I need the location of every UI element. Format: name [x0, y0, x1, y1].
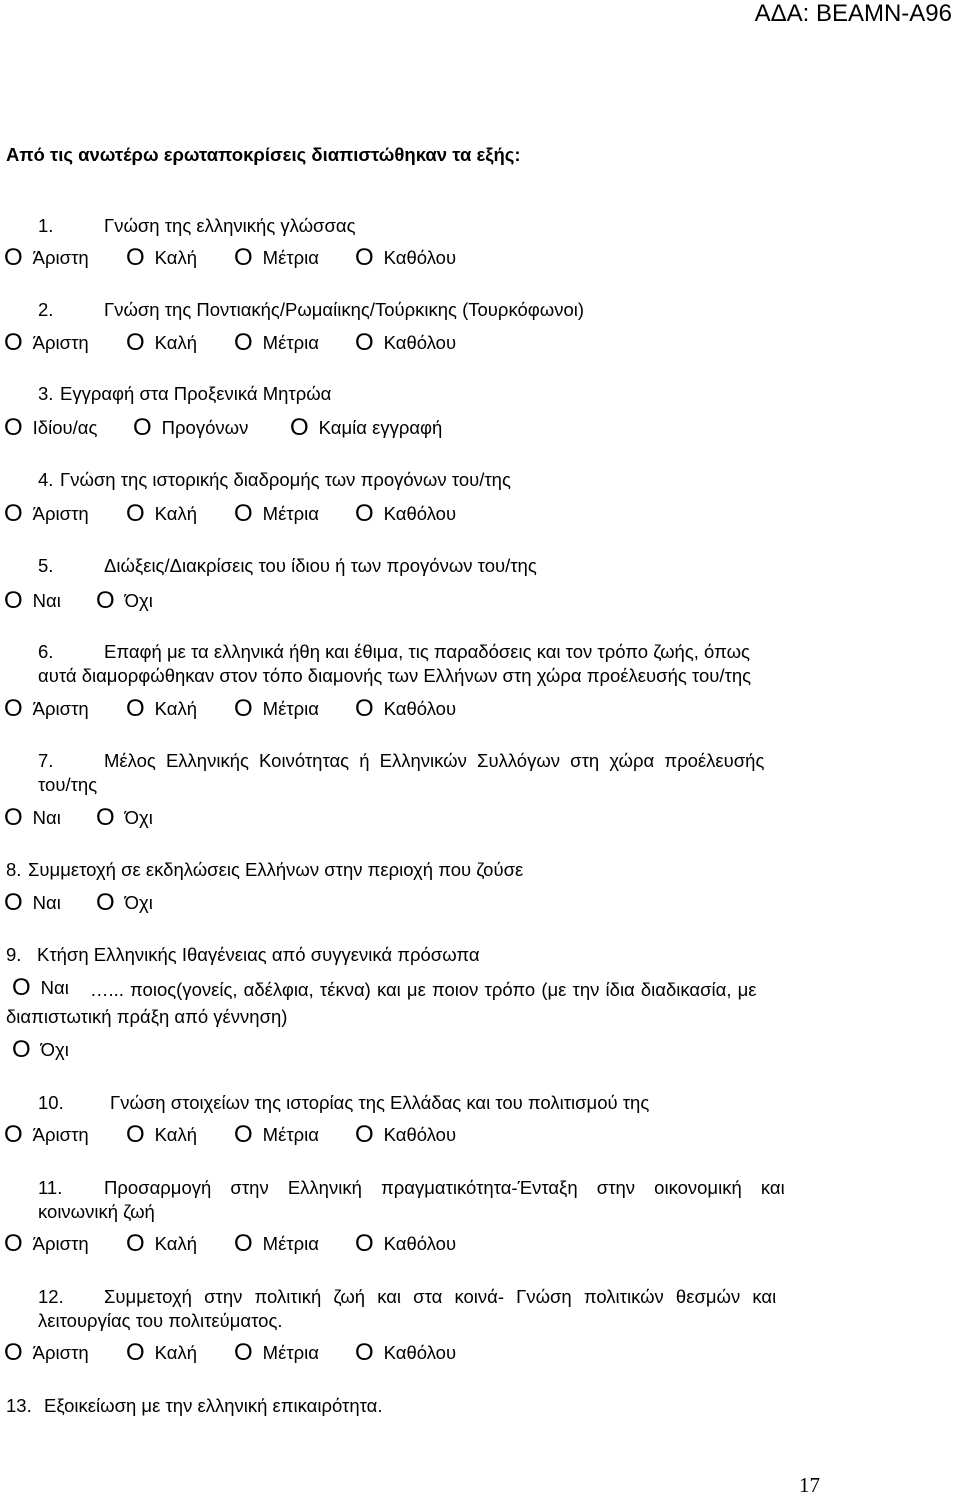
radio-circle-icon[interactable]: O	[126, 1230, 145, 1257]
option-none[interactable]: O Καθόλου	[355, 329, 457, 356]
option-no[interactable]: O Όχι	[96, 587, 153, 614]
option-excellent[interactable]: O Άριστη	[4, 695, 89, 722]
radio-circle-icon[interactable]: O	[4, 500, 23, 527]
option-self[interactable]: O Ιδίου/ας	[4, 414, 98, 441]
radio-circle-icon[interactable]: O	[355, 244, 374, 271]
question-9: 9. Κτήση Ελληνικής Ιθαγένειας από συγγενικά πρόσωπα	[6, 944, 480, 965]
radio-circle-icon[interactable]: O	[234, 695, 253, 722]
radio-circle-icon[interactable]: O	[4, 1339, 23, 1366]
option-no[interactable]: O Όχι	[96, 804, 153, 831]
option-none[interactable]: O Καθόλου	[355, 1339, 457, 1366]
question-5: 5. Διώξεις/Διακρίσεις του ίδιου ή των προγόνων του/της	[38, 555, 537, 576]
question-4: 4. Γνώση της ιστορικής διαδρομής των προγόνων του/της	[38, 469, 511, 490]
q9-yes-detail-line-2: διαπιστωτική πράξη από γέννηση)	[6, 1006, 288, 1027]
question-7-line-2: του/της	[38, 774, 98, 795]
option-yes[interactable]: O Ναι	[4, 889, 61, 916]
option-no-registration[interactable]: O Καμία εγγραφή	[290, 414, 443, 441]
option-moderate[interactable]: O Μέτρια	[234, 1121, 319, 1148]
option-moderate[interactable]: O Μέτρια	[234, 695, 319, 722]
radio-circle-icon[interactable]: O	[4, 329, 23, 356]
option-yes[interactable]: O Ναι	[4, 804, 61, 831]
question-10: 10. Γνώση στοιχείων της ιστορίας της Ελλάδας και του πολιτισμού της	[38, 1092, 650, 1113]
radio-circle-icon[interactable]: O	[4, 889, 23, 916]
question-7: 7. Μέλος Ελληνικής Κοινότητας ή Ελληνικών Συλλόγων στη χώρα προέλευσής	[38, 750, 765, 771]
radio-circle-icon[interactable]: O	[4, 414, 23, 441]
option-good[interactable]: O Καλή	[126, 1121, 198, 1148]
radio-circle-icon[interactable]: O	[12, 1036, 31, 1063]
question-6: 6. Επαφή με τα ελληνικά ήθη και έθιμα, τις παραδόσεις και τον τρόπο ζωής, όπως	[38, 641, 750, 662]
option-good[interactable]: O Καλή	[126, 695, 198, 722]
intro-heading: Από τις ανωτέρω ερωταποκρίσεις διαπιστώθηκαν τα εξής:	[6, 144, 521, 165]
radio-circle-icon[interactable]: O	[126, 244, 145, 271]
radio-circle-icon[interactable]: O	[126, 1339, 145, 1366]
radio-circle-icon[interactable]: O	[96, 804, 115, 831]
option-good[interactable]: O Καλή	[126, 329, 198, 356]
option-excellent[interactable]: O Άριστη	[4, 500, 89, 527]
option-ancestors[interactable]: O Προγόνων	[133, 414, 249, 441]
option-none[interactable]: O Καθόλου	[355, 244, 457, 271]
option-moderate[interactable]: O Μέτρια	[234, 1230, 319, 1257]
radio-circle-icon[interactable]: O	[234, 1339, 253, 1366]
radio-circle-icon[interactable]: O	[126, 500, 145, 527]
option-excellent[interactable]: O Άριστη	[4, 1230, 89, 1257]
radio-circle-icon[interactable]: O	[96, 889, 115, 916]
radio-circle-icon[interactable]: O	[355, 1230, 374, 1257]
option-excellent[interactable]: O Άριστη	[4, 1121, 89, 1148]
page-number: 17	[799, 1473, 820, 1497]
option-moderate[interactable]: O Μέτρια	[234, 500, 319, 527]
radio-circle-icon[interactable]: O	[4, 1121, 23, 1148]
question-11-line-2: κοινωνική ζωή	[38, 1201, 155, 1222]
option-good[interactable]: O Καλή	[126, 500, 198, 527]
option-none[interactable]: O Καθόλου	[355, 1121, 457, 1148]
radio-circle-icon[interactable]: O	[355, 1121, 374, 1148]
radio-circle-icon[interactable]: O	[12, 974, 31, 1001]
option-no[interactable]: O Όχι	[12, 1036, 69, 1063]
option-yes[interactable]: O Ναι	[12, 974, 69, 1001]
radio-circle-icon[interactable]: O	[126, 329, 145, 356]
option-excellent[interactable]: O Άριστη	[4, 244, 89, 271]
option-excellent[interactable]: O Άριστη	[4, 329, 89, 356]
ada-code: ΑΔΑ: ΒΕΑΜΝ-Α96	[754, 0, 952, 27]
question-12-line-2: λειτουργίας του πολιτεύματος.	[38, 1310, 283, 1331]
radio-circle-icon[interactable]: O	[96, 587, 115, 614]
question-1: 1. Γνώση της ελληνικής γλώσσας	[38, 215, 356, 236]
option-moderate[interactable]: O Μέτρια	[234, 329, 319, 356]
radio-circle-icon[interactable]: O	[4, 1230, 23, 1257]
radio-circle-icon[interactable]: O	[126, 695, 145, 722]
question-12: 12. Συμμετοχή στην πολιτική ζωή και στα κοινά- Γνώση πολιτικών θεσμών και	[38, 1286, 777, 1307]
radio-circle-icon[interactable]: O	[4, 244, 23, 271]
radio-circle-icon[interactable]: O	[355, 500, 374, 527]
question-6-line-2: αυτά διαμορφώθηκαν στον τόπο διαμονής των Ελλήνων στη χώρα προέλευσής του/της	[38, 665, 752, 686]
radio-circle-icon[interactable]: O	[234, 1230, 253, 1257]
option-excellent[interactable]: O Άριστη	[4, 1339, 89, 1366]
question-11: 11. Προσαρμογή στην Ελληνική πραγματικότητα-Ένταξη στην οικονομική και	[38, 1177, 785, 1198]
radio-circle-icon[interactable]: O	[4, 695, 23, 722]
radio-circle-icon[interactable]: O	[4, 804, 23, 831]
radio-circle-icon[interactable]: O	[126, 1121, 145, 1148]
question-8: 8. Συμμετοχή σε εκδηλώσεις Ελλήνων στην περιοχή που ζούσε	[6, 859, 524, 880]
option-none[interactable]: O Καθόλου	[355, 500, 457, 527]
radio-circle-icon[interactable]: O	[355, 1339, 374, 1366]
option-good[interactable]: O Καλή	[126, 244, 198, 271]
option-good[interactable]: O Καλή	[126, 1339, 198, 1366]
radio-circle-icon[interactable]: O	[290, 414, 309, 441]
option-moderate[interactable]: O Μέτρια	[234, 244, 319, 271]
radio-circle-icon[interactable]: O	[234, 1121, 253, 1148]
option-none[interactable]: O Καθόλου	[355, 695, 457, 722]
radio-circle-icon[interactable]: O	[4, 587, 23, 614]
option-yes[interactable]: O Ναι	[4, 587, 61, 614]
option-none[interactable]: O Καθόλου	[355, 1230, 457, 1257]
option-moderate[interactable]: O Μέτρια	[234, 1339, 319, 1366]
question-2: 2. Γνώση της Ποντιακής/Ρωμαίικης/Τούρκικης (Τουρκόφωνοι)	[38, 299, 585, 320]
radio-circle-icon[interactable]: O	[234, 500, 253, 527]
radio-circle-icon[interactable]: O	[234, 244, 253, 271]
q9-yes-detail: …... ποιος(γονείς, αδέλφια, τέκνα) και με ποιον τρόπο (με την ίδια διαδικασία, με	[90, 979, 757, 1000]
question-3: 3. Εγγραφή στα Προξενικά Μητρώα	[38, 383, 332, 404]
question-13: 13. Εξοικείωση με την ελληνική επικαιρότητα.	[6, 1395, 383, 1416]
radio-circle-icon[interactable]: O	[133, 414, 152, 441]
radio-circle-icon[interactable]: O	[355, 695, 374, 722]
radio-circle-icon[interactable]: O	[355, 329, 374, 356]
option-good[interactable]: O Καλή	[126, 1230, 198, 1257]
radio-circle-icon[interactable]: O	[234, 329, 253, 356]
option-no[interactable]: O Όχι	[96, 889, 153, 916]
